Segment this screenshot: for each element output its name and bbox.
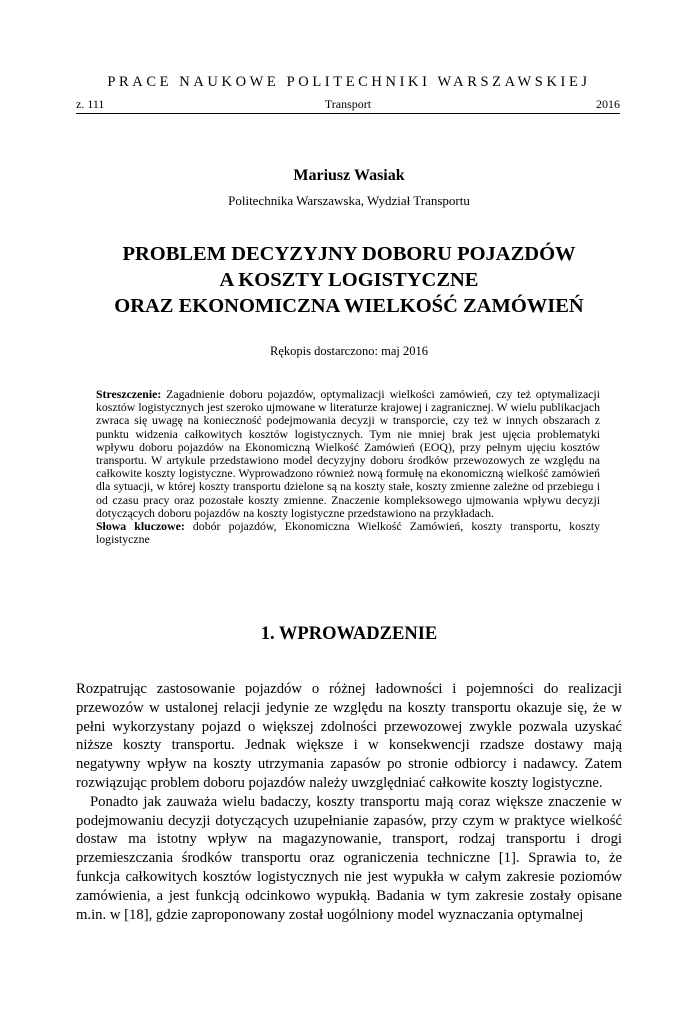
paper-title xyxy=(0,241,698,319)
keywords-list: dobór pojazdów, Ekonomiczna Wielkość Zamówień, koszty transportu, koszty logistyczne xyxy=(96,519,600,547)
paragraph: Rozpatrując zastosowanie pojazdów o różnej ładowności i pojemności do realizacji przewozów w ustalonej relacji jedynie ze względu na koszty transportu okazuje się, że w pełni wykorzystany pojazd o większej zdolności przewozowej zwykle pozwala uzyskać niższe koszty transportu. Jednak większe i w konsekwencji rzadsze dostawy mają negatywny wpływ na koszty utrzymania zapasów po stronie odbiorcy i nadawcy. Zatem rozwiązując problem doboru pojazdów należy uwzględniać całkowite koszty logistyczne. xyxy=(76,681,622,791)
series-name: Transport xyxy=(324,97,372,111)
keywords-label: Słowa kluczowe: xyxy=(96,519,185,534)
abstract xyxy=(96,388,600,546)
abstract-text xyxy=(96,388,600,520)
author-affiliation: Politechnika Warszawska, Wydział Transportu xyxy=(228,193,470,208)
abstract-body: Zagadnienie doboru pojazdów, optymalizacji wielkości zamówień, czy też optymalizacji kosztów logistycznych jest szeroko ujmowane w literaturze krajowej i zagranicznej. W wielu publikacjach zwraca się uwagę na konieczność podejmowania decyzji w transporcie, czy też w innych obszarach z punktu widzenia całkowitych kosztów logistycznych. Tym nie mniej brak jest ujęcia problematyki wpływu doboru pojazdów na Ekonomiczną Wielkość Zamówień (EOQ), przy pełnym ujęciu kosztów transportu. W artykule przedstawiono model decyzyjny doboru środków przewozowych ze względu na całkowite koszty logistyczne. Wyprowadzono również nową formułę na ekonomiczną wielkość zamówień dla sytuacji, w której koszty transportu dzielone są na koszty stałe, koszty zmienne zależne od przebiegu i od czasu pracy oraz pozostałe koszty zmienne. Znaczenie kompleksowego ujmowania wpływu decyzji dotyczących doboru pojazdów na koszty logistyczne przedstawiono na przykładach. xyxy=(96,387,600,520)
abstract-label: Streszczenie: xyxy=(96,387,162,401)
header-rule xyxy=(76,113,620,114)
received-date: Rękopis dostarczono: maj 2016 xyxy=(270,344,428,358)
title-line-3: ORAZ EKONOMICZNA WIELKOŚĆ ZAMÓWIEŃ xyxy=(114,295,584,317)
keywords xyxy=(96,520,600,546)
volume-number: z. 111 xyxy=(76,97,105,111)
journal-title: PRACE NAUKOWE POLITECHNIKI WARSZAWSKIEJ xyxy=(107,74,591,90)
publication-year: 2016 xyxy=(596,97,620,111)
body-text xyxy=(76,680,622,924)
title-line-1: PROBLEM DECYZYJNY DOBORU POJAZDÓW xyxy=(122,243,576,265)
author-name: Mariusz Wasiak xyxy=(293,167,405,184)
section-heading: 1. WPROWADZENIE xyxy=(260,624,438,644)
title-line-2: A KOSZTY LOGISTYCZNE xyxy=(219,269,479,291)
paragraph: Ponadto jak zauważa wielu badaczy, koszty transportu mają coraz większe znaczenie w podejmowaniu decyzji dotyczących uzupełnianie zapasów, przy czym w praktyce wielkość dostaw ma istotny wpływ na magazynowanie, transport, rodzaj transportu i drogi przemieszczania środków transportu oraz ograniczenia techniczne [1]. Sprawia to, że funkcja całkowitych kosztów logistycznych nie jest wypukła w całym zakresie poziomów zamówienia, a jest funkcją odcinkowo wypukłą. Badania w tym zakresie zostały opisane m.in. w [18], gdzie zaproponowany został uogólniony model wyznaczania optymalnej xyxy=(76,793,622,923)
